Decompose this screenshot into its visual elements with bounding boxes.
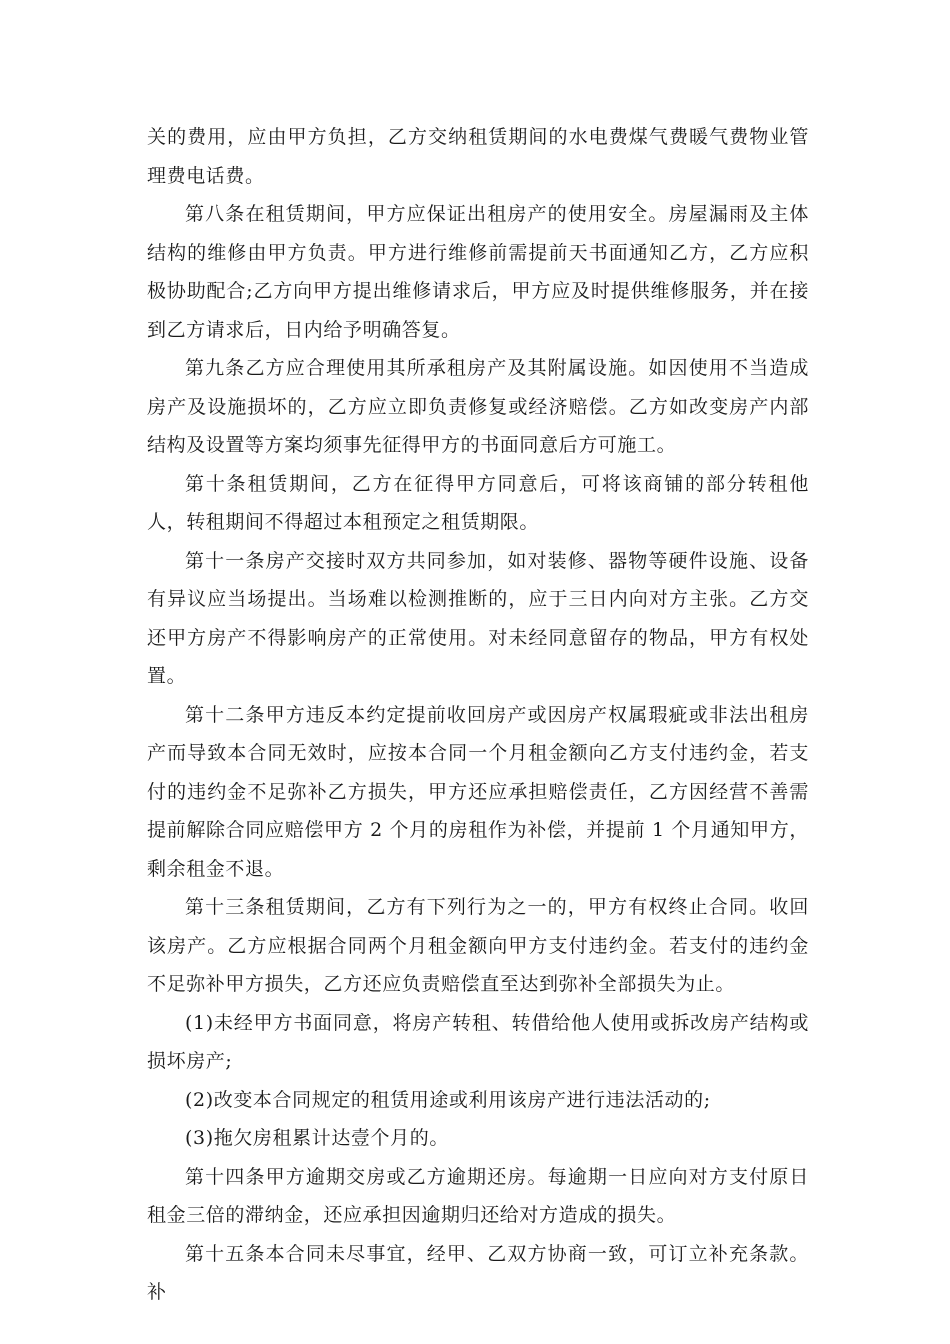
- paragraph-article-11: 第十一条房产交接时双方共同参加，如对装修、器物等硬件设施、设备有异议应当场提出。当场难以检测推断的，应于三日内向对方主张。乙方交还甲方房产不得影响房产的正常使用。对未经同意留存的物品，甲方有权处置。: [147, 549, 809, 687]
- paragraph-continuation: 关的费用，应由甲方负担，乙方交纳租赁期间的水电费煤气费暖气费物业管理费电话费。: [147, 126, 809, 187]
- paragraph-article-12: 第十二条甲方违反本约定提前收回房产或因房产权属瑕疵或非法出租房产而导致本合同无效时，应按本合同一个月租金额向乙方支付违约金，若支付的违约金不足弥补乙方损失，甲方还应承担赔偿责任，乙方因经营不善需提前解除合同应赔偿甲方 2 个月的房租作为补偿，并提前 1 个月通知甲方，剩余租金不退。: [147, 703, 809, 880]
- document-page: [147, 118, 809, 1312]
- paragraph-article-8: 第八条在租赁期间，甲方应保证出租房产的使用安全。房屋漏雨及主体结构的维修由甲方负责。甲方进行维修前需提前天书面通知乙方，乙方应积极协助配合;乙方向甲方提出维修请求后，甲方应及时提供维修服务，并在接到乙方请求后，日内给予明确答复。: [147, 203, 809, 341]
- paragraph-article-14: 第十四条甲方逾期交房或乙方逾期还房。每逾期一日应向对方支付原日租金三倍的滞纳金，还应承担因逾期归还给对方造成的损失。: [147, 1165, 809, 1226]
- list-item-3: (3)拖欠房租累计达壹个月的。: [185, 1127, 449, 1149]
- paragraph-article-13: 第十三条租赁期间，乙方有下列行为之一的，甲方有权终止合同。收回该房产。乙方应根据合同两个月租金额向甲方支付违约金。若支付的违约金不足弥补甲方损失，乙方还应负责赔偿直至达到弥补全部损失为止。: [147, 896, 809, 995]
- list-item-1: (1)未经甲方书面同意，将房产转租、转借给他人使用或拆改房产结构或损坏房产;: [147, 1011, 809, 1072]
- list-item-2: (2)改变本合同规定的租赁用途或利用该房产进行违法活动的;: [185, 1088, 711, 1111]
- paragraph-article-9: 第九条乙方应合理使用其所承租房产及其附属设施。如因使用不当造成房产及设施损坏的，乙方应立即负责修复或经济赔偿。乙方如改变房产内部结构及设置等方案均须事先征得甲方的书面同意后方可施工。: [147, 357, 809, 456]
- paragraph-article-10: 第十条租赁期间，乙方在征得甲方同意后，可将该商铺的部分转租他人，转租期间不得超过本租预定之租赁期限。: [147, 472, 809, 533]
- paragraph-article-15: 第十五条本合同未尽事宜，经甲、乙双方协商一致，可订立补充条款。补: [147, 1242, 809, 1303]
